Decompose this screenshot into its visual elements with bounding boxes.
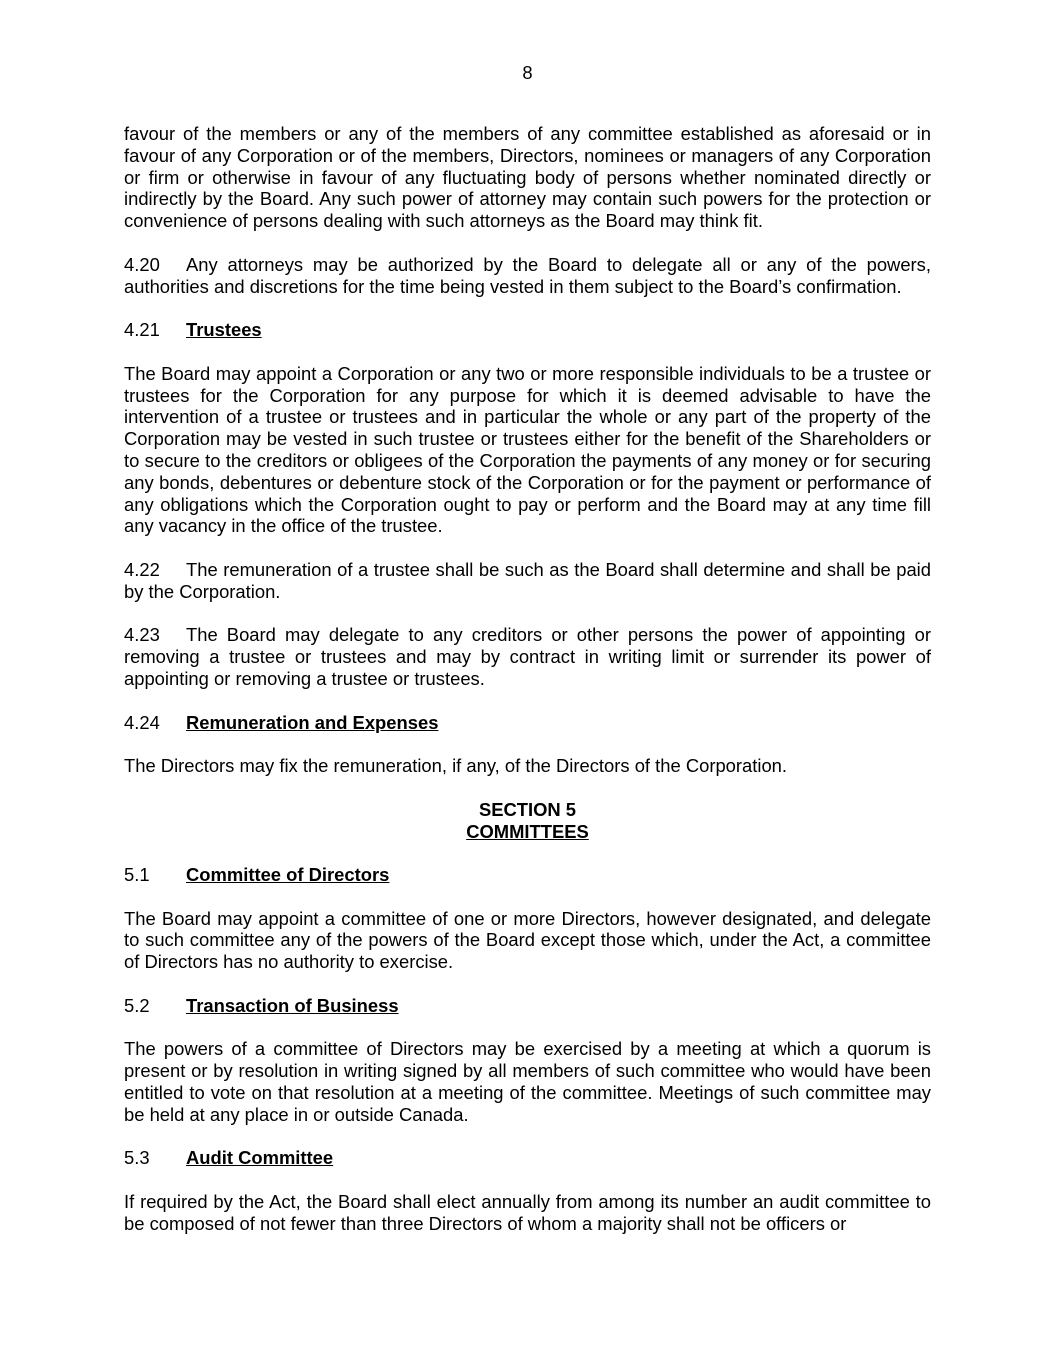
document-body <box>124 123 931 1256</box>
clause-number: 5.1 <box>124 864 150 886</box>
heading-5-3 <box>124 1147 931 1169</box>
heading-4-24 <box>124 712 931 734</box>
clause-text: The Board may delegate to any creditors or other persons the power of appointing or removing a trustee or trustees and may by contract in writing limit or surrender its power of appointing or removing a trustee or trustees. <box>124 624 931 689</box>
heading-title: Committee of Directors <box>186 864 390 886</box>
heading-5-1 <box>124 864 931 886</box>
clause-4-20 <box>124 254 931 298</box>
heading-title: Audit Committee <box>186 1147 334 1169</box>
clause-text: The remuneration of a trustee shall be such as the Board shall determine and shall be paid by the Corporation. <box>124 558 931 602</box>
clause-5-2-text: The powers of a committee of Directors may be exercised by a meeting at which a quorum is present or by resolution in writing signed by all members of such committee who would have been entitled to vote on that resolution at a meeting of the committee. Meetings of such committee may be held at any place in or outside Canada. <box>124 1038 931 1125</box>
heading-title: Remuneration and Expenses <box>186 711 439 733</box>
clause-4-24-text: The Directors may fix the remuneration, if any, of the Directors of the Corporation. <box>124 755 788 777</box>
clause-4-21-text: The Board may appoint a Corporation or any two or more responsible individuals to be a trustee or trustees for the Corporation for any purpose for which it is deemed advisable to have the intervention of a trustee or trustees and in particular the whole or any part of the property of the Corporation may be vested in such trustee or trustees either for the benefit of the Shareholders or to secure to the creditors or obligees of the Corporation the payments of any money or for securing any bonds, debentures or debenture stock of the Corporation or for the payment or performance of any obligations which the Corporation ought to pay or perform and the Board may at any time fill any vacancy in the office of the trustee. <box>124 362 931 537</box>
clause-number: 5.2 <box>124 994 150 1016</box>
clause-text: Any attorneys may be authorized by the Board to delegate all or any of the powers, authorities and discretions for the time being vested in them subject to the Board’s confirmation. <box>124 253 931 297</box>
clause-5-1-text: The Board may appoint a committee of one or more Directors, however designated, and delegate to such committee any of the powers of the Board except those which, under the Act, a committee of Directors has no authority to exercise. <box>124 907 931 973</box>
clause-number: 4.24 <box>124 711 160 733</box>
paragraph-continuation: favour of the members or any of the members of any committee established as aforesaid or in favour of any Corporation or of the members, Directors, nominees or managers of any Corporation or firm or otherwise in favour of any fluctuating body of persons whether nominated directly or indirectly by the Board. Any such power of attorney may contain such powers for the protection or convenience of persons dealing with such attorneys as the Board may think fit. <box>124 123 931 232</box>
page-number: 8 <box>522 62 533 83</box>
heading-title: Trustees <box>186 319 262 341</box>
clause-5-3-text: If required by the Act, the Board shall elect annually from among its number an audit committee to be composed of not fewer than three Directors of whom a majority shall not be officers or <box>124 1191 931 1234</box>
clause-4-22 <box>124 559 931 603</box>
clause-number: 5.3 <box>124 1147 150 1169</box>
clause-number: 4.23 <box>124 624 160 646</box>
clause-number: 4.21 <box>124 319 160 341</box>
section-label: SECTION 5 <box>478 798 577 820</box>
heading-4-21 <box>124 319 931 341</box>
section-5-heading <box>124 799 931 843</box>
clause-number: 4.22 <box>124 558 160 580</box>
section-title: COMMITTEES <box>466 820 589 842</box>
heading-title: Transaction of Business <box>186 994 399 1016</box>
clause-4-23 <box>124 624 931 689</box>
clause-number: 4.20 <box>124 253 160 275</box>
heading-5-2 <box>124 995 931 1017</box>
